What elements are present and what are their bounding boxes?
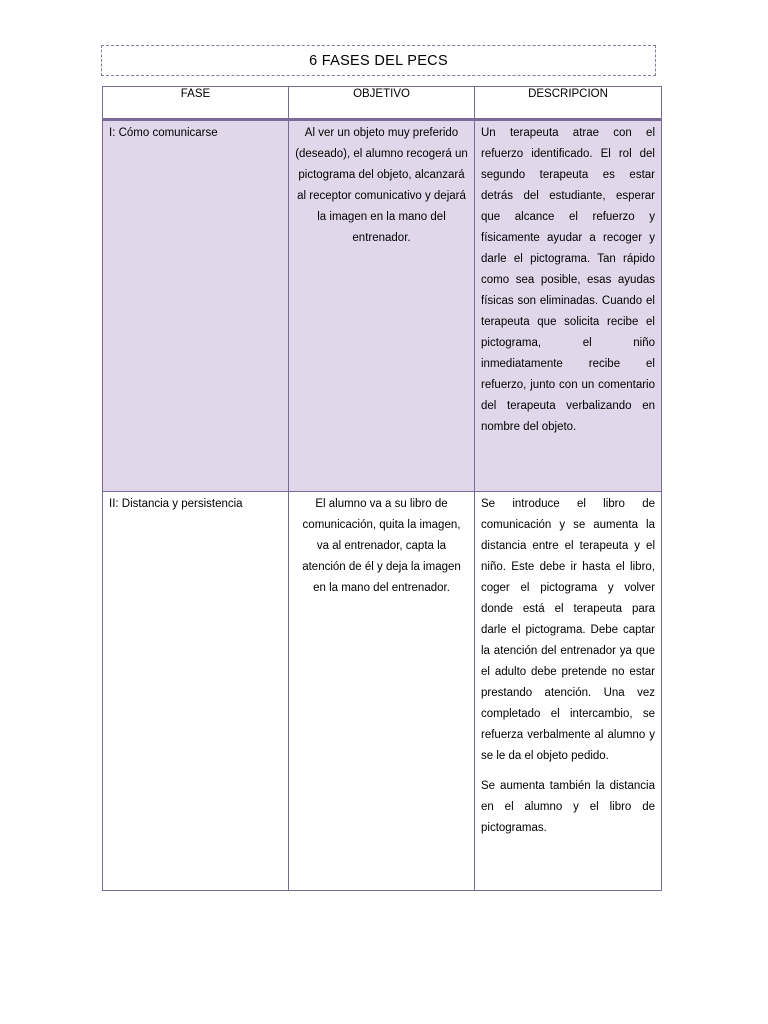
table-row	[103, 492, 662, 891]
header-fase: FASE	[103, 87, 289, 120]
cell-fase: I: Cómo comunicarse	[103, 120, 289, 492]
descripcion-paragraph: Se introduce el libro de comunicación y se aumenta la distancia entre el terapeuta y el niño. Este debe ir hasta el libro, coger el pictograma y volver donde está el terapeuta para darle el pictograma. Debe captar la atención del entrenador ya que el adulto debe pretende no estar prestando atención. Una vez completado el intercambio, se refuerza verbalmente al alumno y se le da el objeto pedido.	[481, 498, 655, 762]
pecs-phases-table	[102, 86, 662, 891]
table-header-row	[103, 87, 662, 120]
descripcion-paragraph: Se aumenta también la distancia en el alumno y el libro de pictogramas.	[481, 780, 655, 834]
document-title: 6 FASES DEL PECS	[309, 53, 448, 69]
document-title-box	[101, 45, 656, 76]
descripcion-paragraph: Un terapeuta atrae con el refuerzo identificado. El rol del segundo terapeuta es estar detrás del estudiante, esperar que alcance el refuerzo y físicamente ayudar a recoger y darle el pictograma. Tan rápido como sea posible, esas ayudas físicas son eliminadas. Cuando el terapeuta que solicita recibe el pictograma, el niño inmediatamente recibe el refuerzo, junto con un comentario del terapeuta verbalizando en nombre del objeto.	[481, 127, 655, 433]
cell-descripcion	[475, 120, 662, 492]
cell-fase: II: Distancia y persistencia	[103, 492, 289, 891]
header-descripcion: DESCRIPCION	[475, 87, 662, 120]
cell-descripcion	[475, 492, 662, 891]
header-objetivo: OBJETIVO	[289, 87, 475, 120]
cell-objetivo: Al ver un objeto muy preferido (deseado), el alumno recogerá un pictograma del objeto, alcanzará al receptor comunicativo y dejará la imagen en la mano del entrenador.	[289, 120, 475, 492]
table-row	[103, 120, 662, 492]
cell-objetivo: El alumno va a su libro de comunicación, quita la imagen, va al entrenador, capta la atención de él y deja la imagen en la mano del entrenador.	[289, 492, 475, 891]
